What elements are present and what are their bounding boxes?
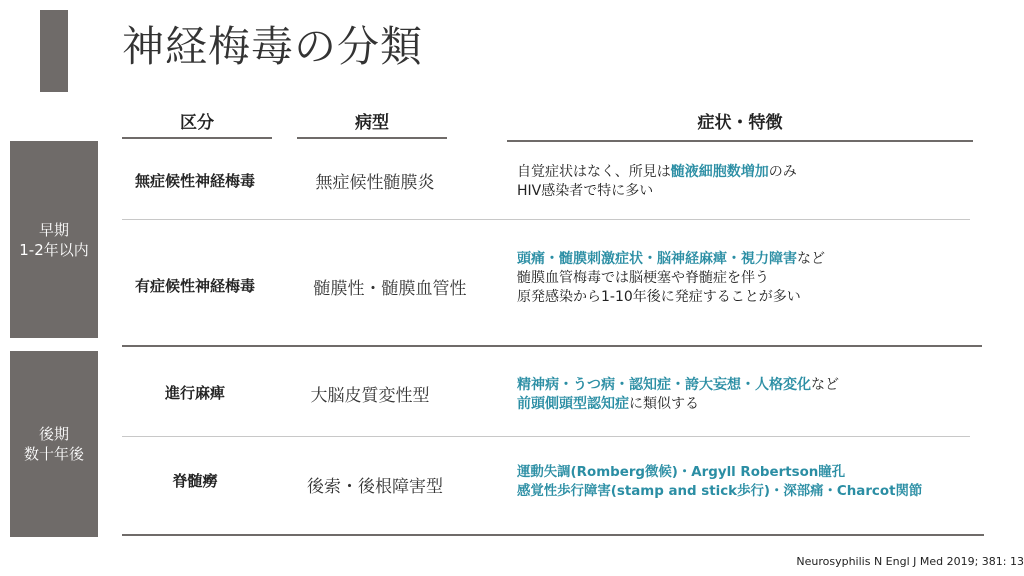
group-label-early [10, 141, 98, 338]
header-category-underline [122, 137, 272, 139]
row2-category: 有症候性神経梅毒 [134, 277, 255, 295]
row2-s3: 原発感染から1-10年後に発症することが多い [517, 289, 801, 305]
row2-s2: 髄膜血管梅毒では脳梗塞や脊髄症を伴う [517, 270, 769, 286]
title-accent-bar [40, 10, 68, 92]
row1-s2: HIV感染者で特に多い [517, 183, 654, 199]
row4-s2-highlight: 感覚性歩行障害(stamp and stick歩行)・深部痛・Charcot関節 [517, 484, 923, 499]
header-type-underline [297, 137, 447, 139]
row4-symptoms [517, 463, 1022, 501]
group-early-line1: 早期 [38, 220, 69, 239]
citation: Neurosyphilis N Engl J Med 2019; 381: 13 [796, 555, 1024, 568]
row3-s2-post: に類似する [629, 396, 699, 412]
row3-s2-highlight: 前頭側頭型認知症 [517, 396, 629, 412]
row1-s1-highlight: 髄液細胞数増加 [670, 164, 769, 180]
row3-s1-highlight: 精神病・うつ病・認知症・誇大妄想・人格変化 [517, 377, 811, 393]
page-title: 神経梅毒の分類 [122, 22, 424, 71]
group-late-line1: 後期 [38, 425, 69, 443]
group-separator [122, 345, 982, 347]
group-late-line2: 数十年後 [23, 445, 84, 463]
row-separator [122, 436, 970, 437]
group-early-line2: 1-2年以内 [19, 240, 89, 259]
row1-s1-post: のみ [768, 164, 797, 180]
group-label-late [10, 351, 98, 537]
row2-s1-highlight: 頭痛・髄膜刺激症状・脳神経麻痺・視力障害 [517, 251, 797, 267]
row1-s1-pre: 自覚症状はなく、所見は [517, 164, 671, 180]
row4-type: 後索・後根障害型 [307, 477, 443, 497]
row3-type: 大脳皮質変性型 [310, 386, 430, 406]
row2-type: 髄膜性・髄膜血管性 [313, 279, 467, 299]
row1-category: 無症候性神経梅毒 [134, 172, 255, 190]
header-category: 区分 [180, 113, 214, 133]
row1-symptoms [517, 163, 977, 201]
row2-s1-post: など [797, 251, 825, 267]
row1-type: 無症候性髄膜炎 [315, 173, 435, 193]
row3-category: 進行麻痺 [164, 384, 225, 402]
row3-symptoms [517, 376, 987, 414]
row-separator [122, 219, 970, 220]
header-symptoms-underline [507, 140, 973, 142]
row2-symptoms [517, 250, 987, 307]
row4-category: 脊髄癆 [172, 472, 218, 490]
table-bottom-line [122, 534, 984, 536]
row3-s1-post: など [811, 377, 839, 393]
row4-s1-highlight: 運動失調(Romberg徴候)・Argyll Robertson瞳孔 [517, 465, 846, 480]
header-type: 病型 [355, 113, 389, 133]
header-symptoms: 症状・特徴 [697, 113, 783, 133]
